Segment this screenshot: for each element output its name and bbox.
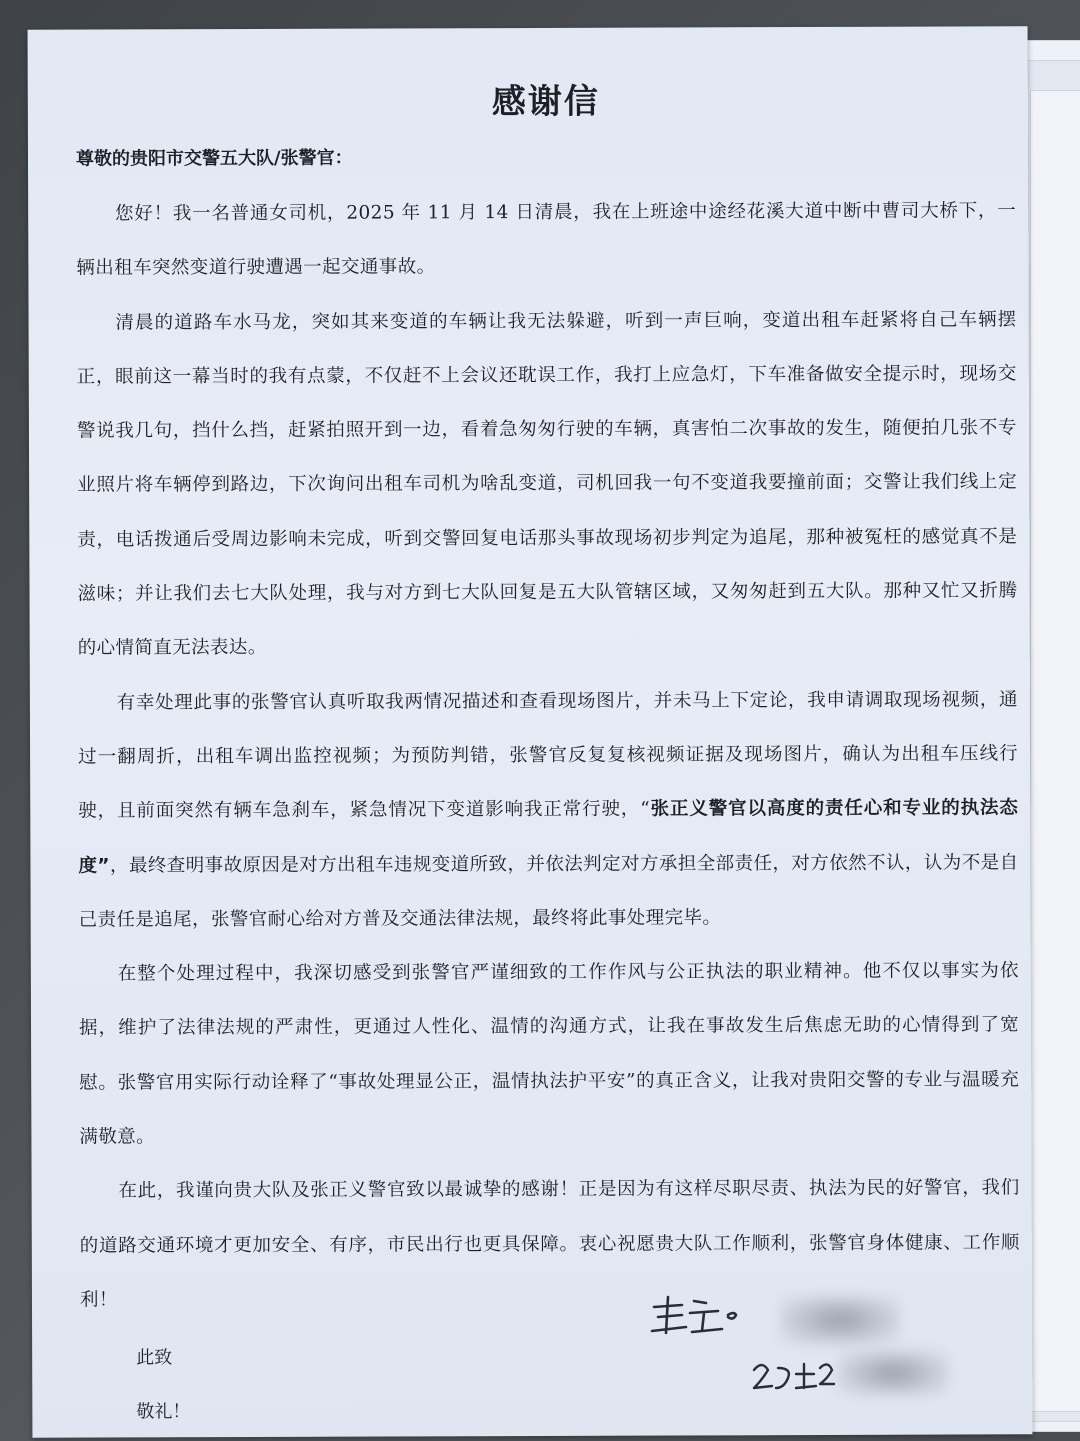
- paragraph-5: 在此，我谨向贵大队及张正义警官致以最诚挚的感谢！正是因为有这样尽职尽责、执法为民的好警官，我们的道路交通环境才更加安全、有序，市民出行也更具保障。衷心祝愿贵大队工作顺利，张警官身体健康、工作顺利！: [79, 1177, 1020, 1311]
- redacted-name: [780, 1295, 900, 1345]
- paragraph-4: 在整个处理过程中，我深切感受到张警官严谨细致的工作作风与公正执法的职业精神。他不仅以事实为依据，维护了法律法规的严肃性，更通过人性化、温情的沟通方式，让我在事故发生后焦虑无助的心情得到了宽慰。张警官用实际行动诠释了“事故处理显公正，温情执法护平安”的真正含义，让我对贵阳交警的专业与温暖充满敬意。: [78, 960, 1020, 1148]
- closing-salute: 敬礼！: [136, 1401, 191, 1423]
- letter-body: [76, 76, 1021, 1440]
- signature-label: 车主: [648, 1285, 650, 1286]
- letter-salutation: 尊敬的贵阳市交警五大队/张警官：: [75, 147, 353, 170]
- closing-greeting: 此致: [136, 1347, 173, 1369]
- paragraph-3: [78, 673, 1019, 948]
- paragraph-3-emphasis: 张正义警官以高度的责任心和专业的执法态度”: [78, 797, 1019, 877]
- letter-title: 感谢信: [491, 81, 600, 123]
- back-sheet: [1030, 90, 1080, 1412]
- redacted-date: [838, 1350, 948, 1396]
- paragraph-3-part-1: 有幸处理此事的张警官认真听取我两情况描述和查看现场图片，并未马上下定论，我申请调取现场视频，通过一翻周折，出租车调出监控视频；为预防判错，张警官反复复核视频证据及现场图片，确认为出租车压线行驶，且前面突然有辆车急刹车，紧急情况下变道影响我正常行驶，“: [78, 688, 1019, 822]
- paragraph-2: 清晨的道路车水马龙，突如其来变道的车辆让我无法躲避，听到一声巨响，变道出租车赶紧将自己车辆摆正，眼前这一幕当时的我有点蒙，不仅赶不上会议还耽误工作，我打上应急灯，下车准备做安全提示时，现场交警说我几句，挡什么挡，赶紧拍照开到一边，看着急匆匆行驶的车辆，真害怕二次事故的发生，随便拍几张不专业照片将车辆停到路边，下次询问出租车司机为啥乱变道，司机回我一句不变道我要撞前面；交警让我们线上定责，电话拨通后受周边影响未完成，听到交警回复电话那头事故现场初步判定为追尾，那种被冤枉的感觉真不是滋味；并让我们去七大队处理，我与对方到七大队回复是五大队管辖区域，又匆匆赶到五大队。那种又忙又折腾的心情简直无法表达。: [76, 308, 1018, 659]
- letter-page: [28, 26, 1033, 1437]
- paragraph-1: 您好！我一名普通女司机，2025 年 11 月 14 日清晨，我在上班途中途经花溪大道中断中曹司大桥下，一辆出租车突然变道行驶遭遇一起交通事故。: [76, 200, 1017, 279]
- paragraph-3-part-2: ，最终查明事故原因是对方出租车违规变道所致，并依法判定对方承担全部责任，对方依然不认，认为不是自己责任是追尾，张警官耐心给对方普及交通法律法规，最终将此事处理完毕。: [78, 851, 1019, 931]
